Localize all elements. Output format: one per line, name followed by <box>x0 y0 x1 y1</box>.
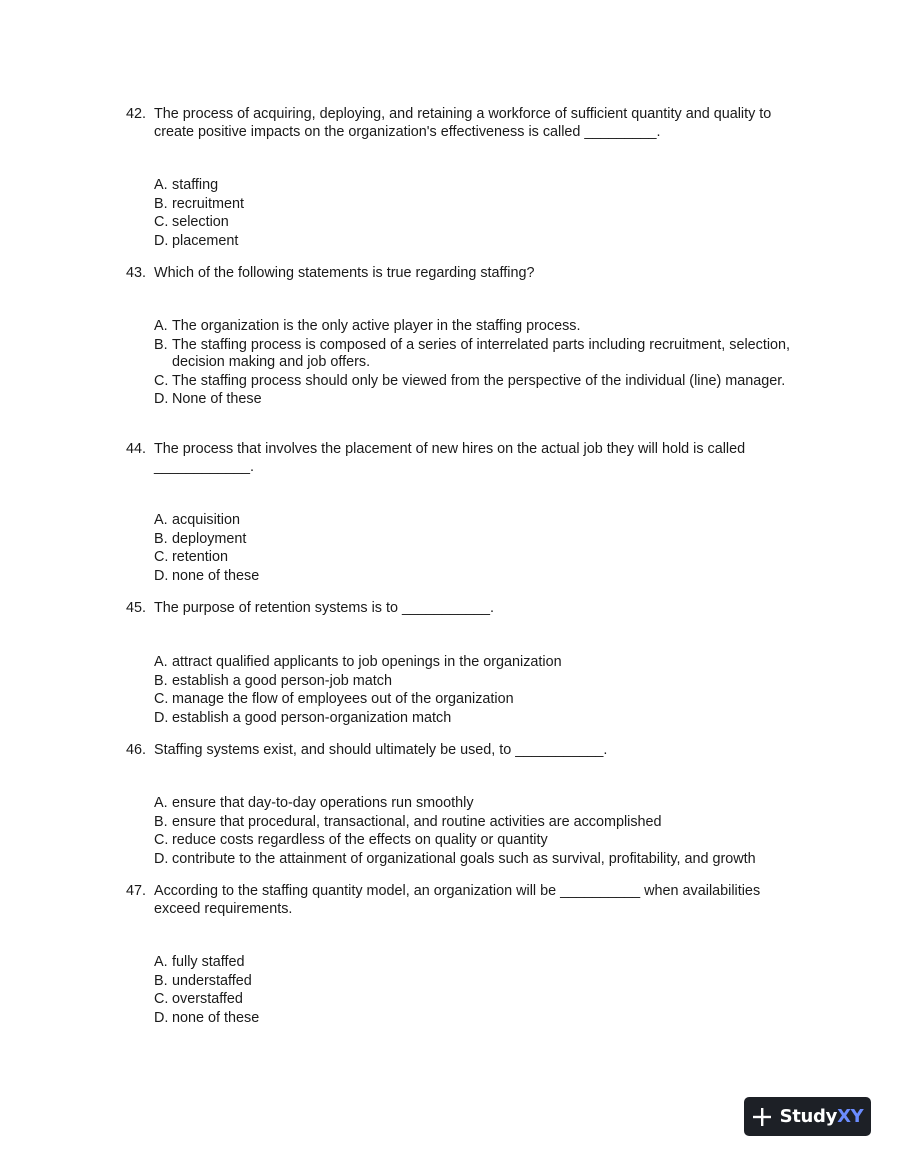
option-a: A. ensure that day-to-day operations run smoothly <box>154 795 474 811</box>
studyxy-logo <box>744 1097 871 1136</box>
question-text: The purpose of retention systems is to ___________. <box>154 600 494 616</box>
option-c: C. retention <box>154 549 229 566</box>
option-a: A. fully staffed <box>154 954 245 970</box>
logo-text-xy: XY <box>837 1106 864 1127</box>
option-a: A. attract qualified applicants to job openings in the organization <box>154 654 562 670</box>
option-d: D. placement <box>154 232 239 249</box>
option-a: A. The organization is the only active player in the staffing process. <box>154 318 581 334</box>
option-d: D. establish a good person-organization match <box>154 709 452 726</box>
option-b: B. establish a good person-job match <box>154 672 392 689</box>
question-46 <box>126 742 796 760</box>
question-number: 47. <box>126 883 147 899</box>
option-d: D. none of these <box>154 1009 260 1026</box>
options-47 <box>154 953 794 1027</box>
logo-text-study: Study <box>779 1106 838 1127</box>
question-number: 45. <box>126 600 147 616</box>
option-c: C. selection <box>154 214 229 231</box>
option-d: D. None of these <box>154 391 262 407</box>
options-44 <box>154 511 794 585</box>
options-46 <box>154 794 794 868</box>
option-b: B. understaffed <box>154 972 252 989</box>
question-text: According to the staffing quantity model, an organization will be __________ when availabilities exceed requirements. <box>154 883 761 917</box>
question-text: Staffing systems exist, and should ultimately be used, to ___________. <box>154 742 608 758</box>
option-b: B. recruitment <box>154 195 244 212</box>
question-number: 43. <box>126 265 147 281</box>
plus-icon <box>752 1107 772 1127</box>
option-a: A. acquisition <box>154 512 240 528</box>
question-42 <box>126 106 796 141</box>
question-43 <box>126 265 796 283</box>
options-43 <box>154 318 794 410</box>
option-b: B. ensure that procedural, transactional, and routine activities are accomplished <box>154 813 662 830</box>
option-d: D. none of these <box>154 567 260 584</box>
option-d: D. contribute to the attainment of organizational goals such as survival, profitability, and growth <box>154 850 756 867</box>
question-number: 46. <box>126 742 147 758</box>
option-a: A. staffing <box>154 177 219 193</box>
option-c: C. manage the flow of employees out of the organization <box>154 691 514 708</box>
option-b: B. The staffing process is composed of a series of interrelated parts including recruitment, selection, decision making and job offers. <box>154 336 791 370</box>
question-47 <box>126 883 796 918</box>
question-number: 44. <box>126 441 147 457</box>
question-number: 42. <box>126 106 147 122</box>
options-45 <box>154 653 794 727</box>
question-45 <box>126 600 796 618</box>
question-text: The process that involves the placement of new hires on the actual job they will hold is called ____________. <box>154 441 746 475</box>
question-44 <box>126 441 796 476</box>
question-text: Which of the following statements is true regarding staffing? <box>154 265 535 281</box>
option-c: C. overstaffed <box>154 991 243 1008</box>
options-42 <box>154 176 794 250</box>
option-b: B. deployment <box>154 530 247 547</box>
question-text: The process of acquiring, deploying, and retaining a workforce of sufficient quantity and quality to create positive impacts on the organization's effectiveness is called _________. <box>154 106 772 140</box>
option-c: C. reduce costs regardless of the effects on quality or quantity <box>154 832 548 849</box>
option-c: C. The staffing process should only be viewed from the perspective of the individual (line) manager. <box>154 372 786 389</box>
